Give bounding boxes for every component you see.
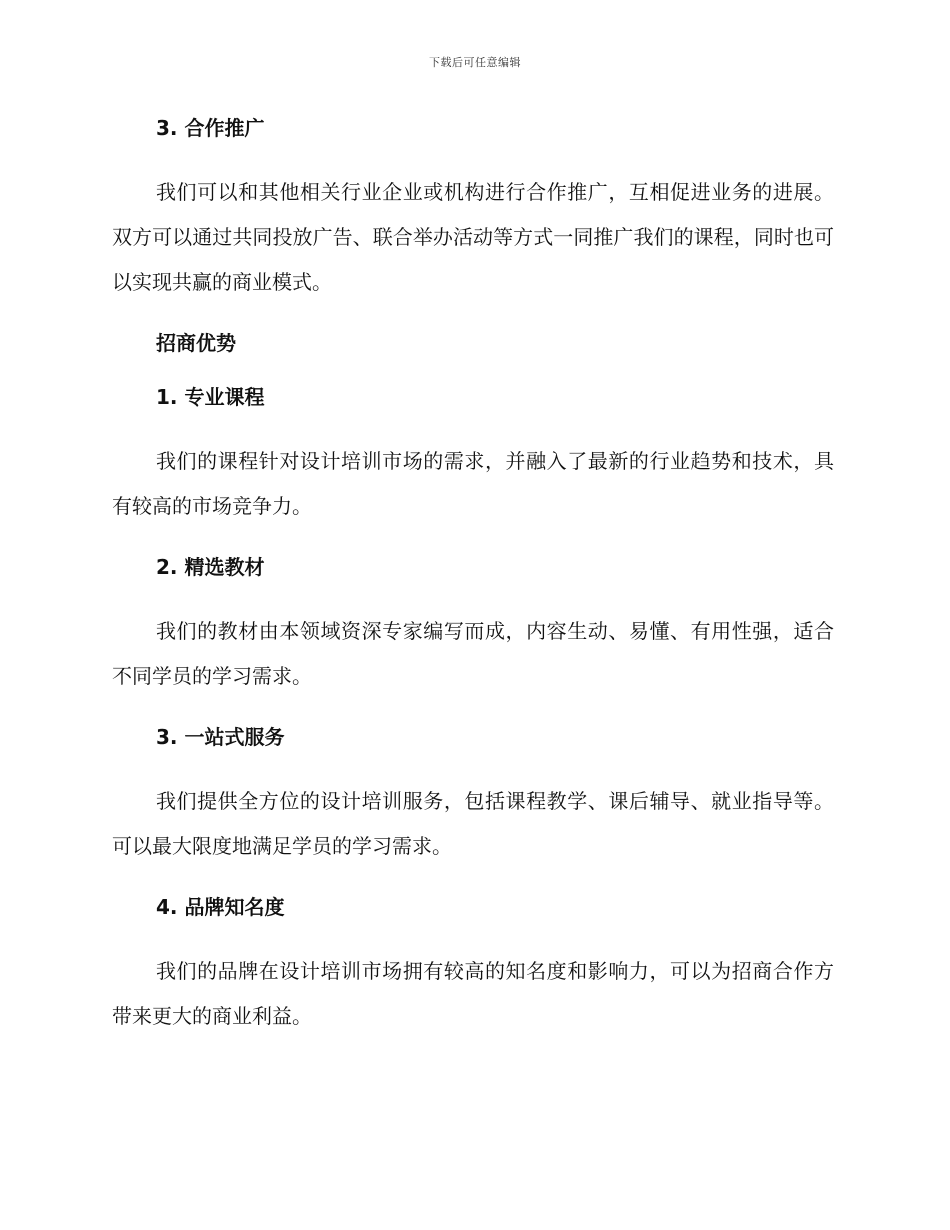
section-heading-materials: 2. 精选教材 (156, 555, 265, 579)
section-paragraph-cooperation: 我们可以和其他相关行业企业或机构进行合作推广，互相促进业务的进展。双方可以通过共同投放广告、联合举办活动等方式一同推广我们的课程，同时也可以实现共赢的商业模式。 (112, 180, 834, 294)
section-paragraph-professional-courses: 我们的课程针对设计培训市场的需求，并融入了最新的行业趋势和技术，具有较高的市场竞争力。 (112, 449, 834, 518)
document-body (112, 112, 834, 1039)
section-heading-one-stop-service: 3. 一站式服务 (156, 725, 285, 749)
section-heading-advantages: 招商优势 (156, 331, 236, 355)
section-paragraph-one-stop-service: 我们提供全方位的设计培训服务，包括课程教学、课后辅导、就业指导等。可以最大限度地满足学员的学习需求。 (112, 789, 834, 858)
section-paragraph-materials: 我们的教材由本领域资深专家编写而成，内容生动、易懂、有用性强，适合不同学员的学习需求。 (112, 619, 834, 688)
section-paragraph-brand: 我们的品牌在设计培训市场拥有较高的知名度和影响力，可以为招商合作方带来更大的商业利益。 (112, 959, 834, 1028)
section-heading-brand: 4. 品牌知名度 (156, 895, 285, 919)
section-heading-professional-courses: 1. 专业课程 (156, 385, 265, 409)
section-heading-cooperation: 3. 合作推广 (156, 116, 265, 140)
header-note: 下载后可任意编辑 (429, 56, 521, 69)
